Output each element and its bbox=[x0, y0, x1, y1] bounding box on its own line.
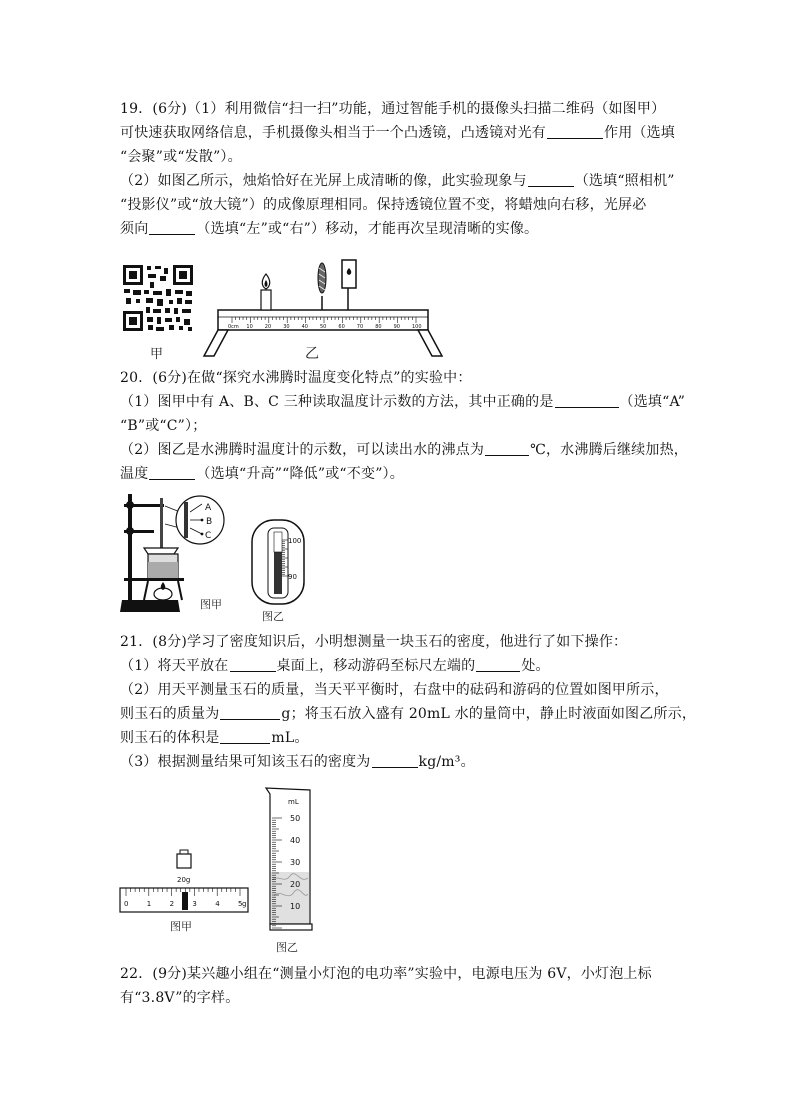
q19-line-1: 19．(6分)（1）利用微信“扫一扫”功能，通过智能手机的摄像头扫描二维码（如图甲） bbox=[120, 101, 666, 117]
q19-text: （选填“照相机” bbox=[574, 173, 675, 189]
answer-blank[interactable] bbox=[485, 441, 529, 456]
graduated-cylinder-figure bbox=[260, 784, 318, 934]
q19-text: 作用（选填 bbox=[604, 125, 675, 141]
q21-line-3: （2）用天平测量玉石的质量，当天平平衡时，右盘中的砝码和游码的位置如图甲所示， bbox=[120, 682, 669, 698]
q21-line-4 bbox=[120, 702, 696, 726]
q20-text: （选填“升高”“降低”或“不变”）。 bbox=[196, 466, 404, 482]
thermometer-figure bbox=[248, 518, 308, 606]
q20-line-3: “B”或“C”）； bbox=[120, 418, 207, 434]
ruler-tick-label: 0cm bbox=[228, 324, 239, 330]
label-b: B bbox=[206, 517, 213, 527]
ruler-tick-label: 40 bbox=[301, 324, 308, 330]
answer-blank[interactable] bbox=[476, 657, 520, 672]
label-a: A bbox=[205, 503, 212, 513]
q21-text: g；将玉石放入盛有 20mL 水的量筒中，静止时液面如图乙所示， bbox=[281, 706, 697, 722]
cylinder-unit: mL bbox=[288, 798, 299, 806]
q21-line-5 bbox=[120, 726, 309, 750]
therm-label-100: 100 bbox=[288, 537, 302, 545]
figure-caption-yi: 乙 bbox=[305, 346, 319, 362]
balance-scale-figure bbox=[118, 848, 250, 918]
q20-line-1: 20．(6分)在做“探究水沸腾时温度变化特点”的实验中： bbox=[120, 370, 472, 386]
q19-text: （选填“左”或“右”）移动，才能再次呈现清晰的实像。 bbox=[196, 221, 539, 237]
q21-line-1: 21．(8分)学习了密度知识后，小明想测量一块玉石的密度，他进行了如下操作： bbox=[120, 634, 628, 650]
figure-caption-yi: 图乙 bbox=[276, 941, 298, 954]
answer-blank[interactable] bbox=[547, 124, 603, 139]
q19-line-6 bbox=[120, 217, 538, 241]
q21-text: 处。 bbox=[521, 658, 550, 674]
ruler-tick-label: 90 bbox=[393, 324, 400, 330]
scale-number: 4 bbox=[215, 900, 220, 908]
figure-caption-jia: 图甲 bbox=[170, 920, 192, 933]
label-c: C bbox=[205, 531, 212, 541]
q19-text: （2）如图乙所示，烛焰恰好在光屏上成清晰的像，此实验现象与 bbox=[120, 173, 527, 189]
q19-line-4 bbox=[120, 169, 675, 193]
scale-number: 0 bbox=[124, 900, 129, 908]
q21-text: （1）将天平放在 bbox=[120, 658, 229, 674]
answer-blank[interactable] bbox=[220, 729, 270, 744]
scale-number: 5 bbox=[238, 900, 243, 908]
q19-line-5: “投影仪”或“放大镜”）的成像原理相同。保持透镜位置不变，将蜡烛向右移，光屏必 bbox=[120, 197, 647, 213]
qr-code-figure bbox=[122, 264, 194, 332]
optical-bench-figure bbox=[198, 256, 448, 360]
ruler-tick-label: 80 bbox=[375, 324, 382, 330]
scale-number: g bbox=[242, 900, 247, 908]
q21-text: （3）根据测量结果可知该玉石的密度为 bbox=[120, 754, 371, 770]
scale-number: 3 bbox=[192, 900, 197, 908]
q20-line-5 bbox=[120, 462, 404, 486]
cylinder-mark-label: 50 bbox=[290, 814, 301, 823]
ruler-tick-label: 100 bbox=[412, 324, 422, 330]
answer-blank[interactable] bbox=[528, 172, 574, 187]
q20-line-4 bbox=[120, 438, 688, 462]
q21-line-2 bbox=[120, 654, 550, 678]
cylinder-mark-label: 10 bbox=[290, 902, 301, 911]
ruler-tick-label: 50 bbox=[320, 324, 327, 330]
ruler-tick-label: 70 bbox=[356, 324, 364, 330]
q22-line-2: 有“3.8V”的字样。 bbox=[120, 990, 240, 1006]
q20-text: （2）图乙是水沸腾时温度计的示数，可以读出水的沸点为 bbox=[120, 442, 485, 458]
scale-number: 2 bbox=[169, 900, 175, 908]
figure-caption-jia: 图甲 bbox=[200, 598, 222, 611]
scale-number: 1 bbox=[146, 900, 152, 908]
weight-label: 20g bbox=[177, 876, 191, 884]
therm-label-90: 90 bbox=[288, 573, 297, 581]
figure-caption-yi: 图乙 bbox=[262, 610, 284, 623]
ruler-tick-label: 20 bbox=[264, 324, 272, 330]
q19-line-2 bbox=[120, 121, 675, 145]
q21-text: mL。 bbox=[271, 730, 309, 746]
q20-line-2 bbox=[120, 390, 685, 414]
q19-text: 须向 bbox=[120, 221, 149, 237]
ruler-tick-label: 10 bbox=[246, 324, 253, 330]
answer-blank[interactable] bbox=[372, 753, 418, 768]
cylinder-mark-label: 40 bbox=[290, 836, 301, 845]
q20-text: （1）图甲中有 A、B、C 三种读取温度计示数的方法，其中正确的是 bbox=[120, 394, 554, 410]
answer-blank[interactable] bbox=[149, 465, 195, 480]
q21-text: 则玉石的质量为 bbox=[120, 706, 220, 722]
cylinder-mark-label: 30 bbox=[290, 858, 301, 867]
q22-line-1: 22．(9分)某兴趣小组在“测量小灯泡的电功率”实验中，电源电压为 6V，小灯泡上标 bbox=[120, 966, 652, 982]
q19-line-3: “会聚”或“发散”）。 bbox=[120, 149, 242, 165]
q20-text: ℃，水沸腾后继续加热， bbox=[530, 442, 688, 458]
answer-blank[interactable] bbox=[149, 220, 195, 235]
answer-blank[interactable] bbox=[230, 657, 276, 672]
ruler-tick-label: 30 bbox=[283, 324, 290, 330]
q19-text: 可快速获取网络信息，手机摄像头相当于一个凸透镜，凸透镜对光有 bbox=[120, 125, 546, 141]
ruler-tick-label: 60 bbox=[338, 324, 345, 330]
q21-text: kg/m³。 bbox=[418, 754, 475, 770]
q20-text: （选填“A” bbox=[619, 394, 686, 410]
figure-caption-jia: 甲 bbox=[150, 347, 164, 362]
q20-text: 温度 bbox=[120, 466, 149, 482]
q21-text: 桌面上，移动游码至标尺左端的 bbox=[276, 658, 476, 674]
q21-line-6 bbox=[120, 750, 475, 774]
q21-text: 则玉石的体积是 bbox=[120, 730, 220, 746]
cylinder-mark-label: 20 bbox=[290, 880, 301, 889]
answer-blank[interactable] bbox=[220, 705, 280, 720]
answer-blank[interactable] bbox=[555, 393, 619, 408]
